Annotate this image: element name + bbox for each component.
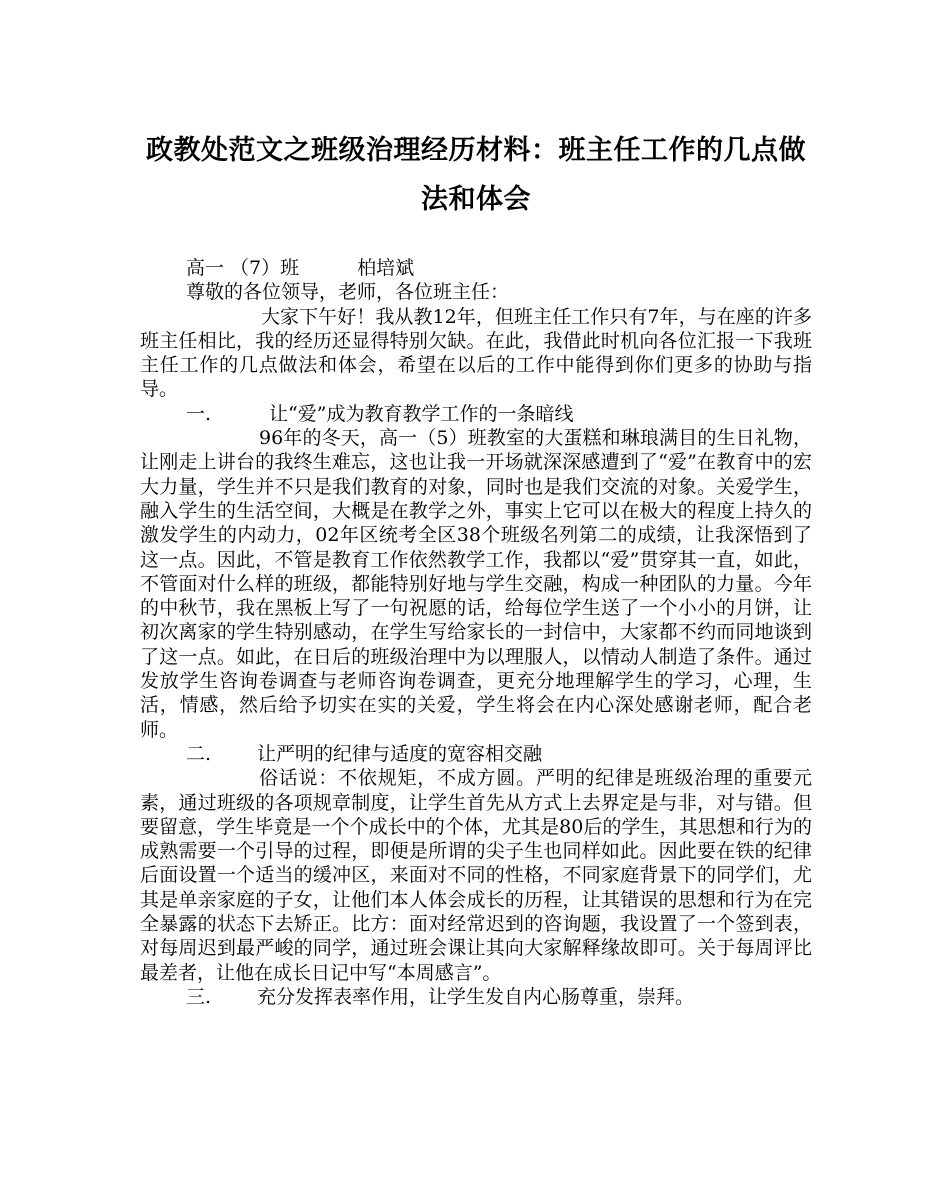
section-number: 一.: [186, 402, 212, 425]
section-number: 三.: [186, 985, 212, 1008]
intro-paragraph: 大家下午好！我从教12年，但班主任工作只有7年，与在座的许多班主任相比，我的经历还显得特别欠缺。在此，我借此时机向各位汇报一下我班主任工作的几点做法和体会，希望在以后的工作中能得到你们更多的协助与指导。: [140, 305, 812, 401]
author-class: 高一 （7）班: [186, 257, 300, 279]
section-heading-text: 让严明的纪律与适度的宽容相交融: [257, 742, 543, 765]
section-body-1: 96年的冬天，高一（5）班教室的大蛋糕和琳琅满目的生日礼物，让刚走上讲台的我终生难忘，这也让我一开场就深深感遭到了“爱”在教育中的宏大力量，学生并不只是我们教育的对象，同时也是我们交流的对象。关爱学生，融入学生的生活空间，大概是在教学之外，事实上它可以在极大的程度上持久的激发学生的内动力，02年区统考全区38个班级名列第二的成绩，让我深悟到了这一点。因此，不管是教育工作依然教学工作，我都以“爱”贯穿其一直，如此，不管面对什么样的班级，都能特别好地与学生交融，构成一种团队的力量。今年的中秋节，我在黑板上写了一句祝愿的话，给每位学生送了一个小小的月饼，让初次离家的学生特别感动，在学生写给家长的一封信中，大家都不约而同地谈到了这一点。如此，在日后的班级治理中为以理服人，以情动人制造了条件。通过发放学生咨询卷调查与老师咨询卷调查，更充分地理解学生的学习，心理，生活，情感，然后给予切实在实的关爱，学生将会在内心深处感谢老师，配合老师。: [140, 427, 812, 741]
section-body-2: 俗话说：不依规矩，不成方圆。严明的纪律是班级治理的重要元素，通过班级的各项规章制度，让学生首先从方式上去界定是与非，对与错。但要留意，学生毕竟是一个个成长中的个体，尤其是80后的学生，其思想和行为的成熟需要一个引导的过程，即便是所谓的尖子生也同样如此。因此要在铁的纪律后面设置一个适当的缓冲区，来面对不同的性格，不同家庭背景下的同学们，尤其是单亲家庭的子女，让他们本人体会成长的历程，让其错误的思想和行为在完全暴露的状态下去矫正。比方：面对经常迟到的咨询题，我设置了一个签到表，对每周迟到最严峻的同学，通过班会课让其向大家解释缘故即可。关于每周评比最差者，让他在成长日记中写“本周感言”。: [140, 767, 812, 984]
author-line: [140, 256, 812, 280]
section-heading-text: 充分发挥表率作用，让学生发自内心肠尊重，崇拜。: [257, 985, 695, 1008]
section-heading-text: 让“爱”成为教育教学工作的一条暗线: [269, 402, 574, 425]
author-name: 柏培斌: [357, 257, 415, 279]
section-number: 二.: [186, 742, 212, 765]
document-body: [140, 256, 812, 1009]
section-heading-2: [140, 742, 812, 766]
document-title: 政教处范文之班级治理经历材料：班主任工作的几点做法和体会: [146, 135, 806, 215]
section-heading-3: [140, 985, 812, 1009]
salutation: 尊敬的各位领导，老师，各位班主任：: [186, 281, 510, 304]
section-heading-1: [140, 402, 812, 426]
